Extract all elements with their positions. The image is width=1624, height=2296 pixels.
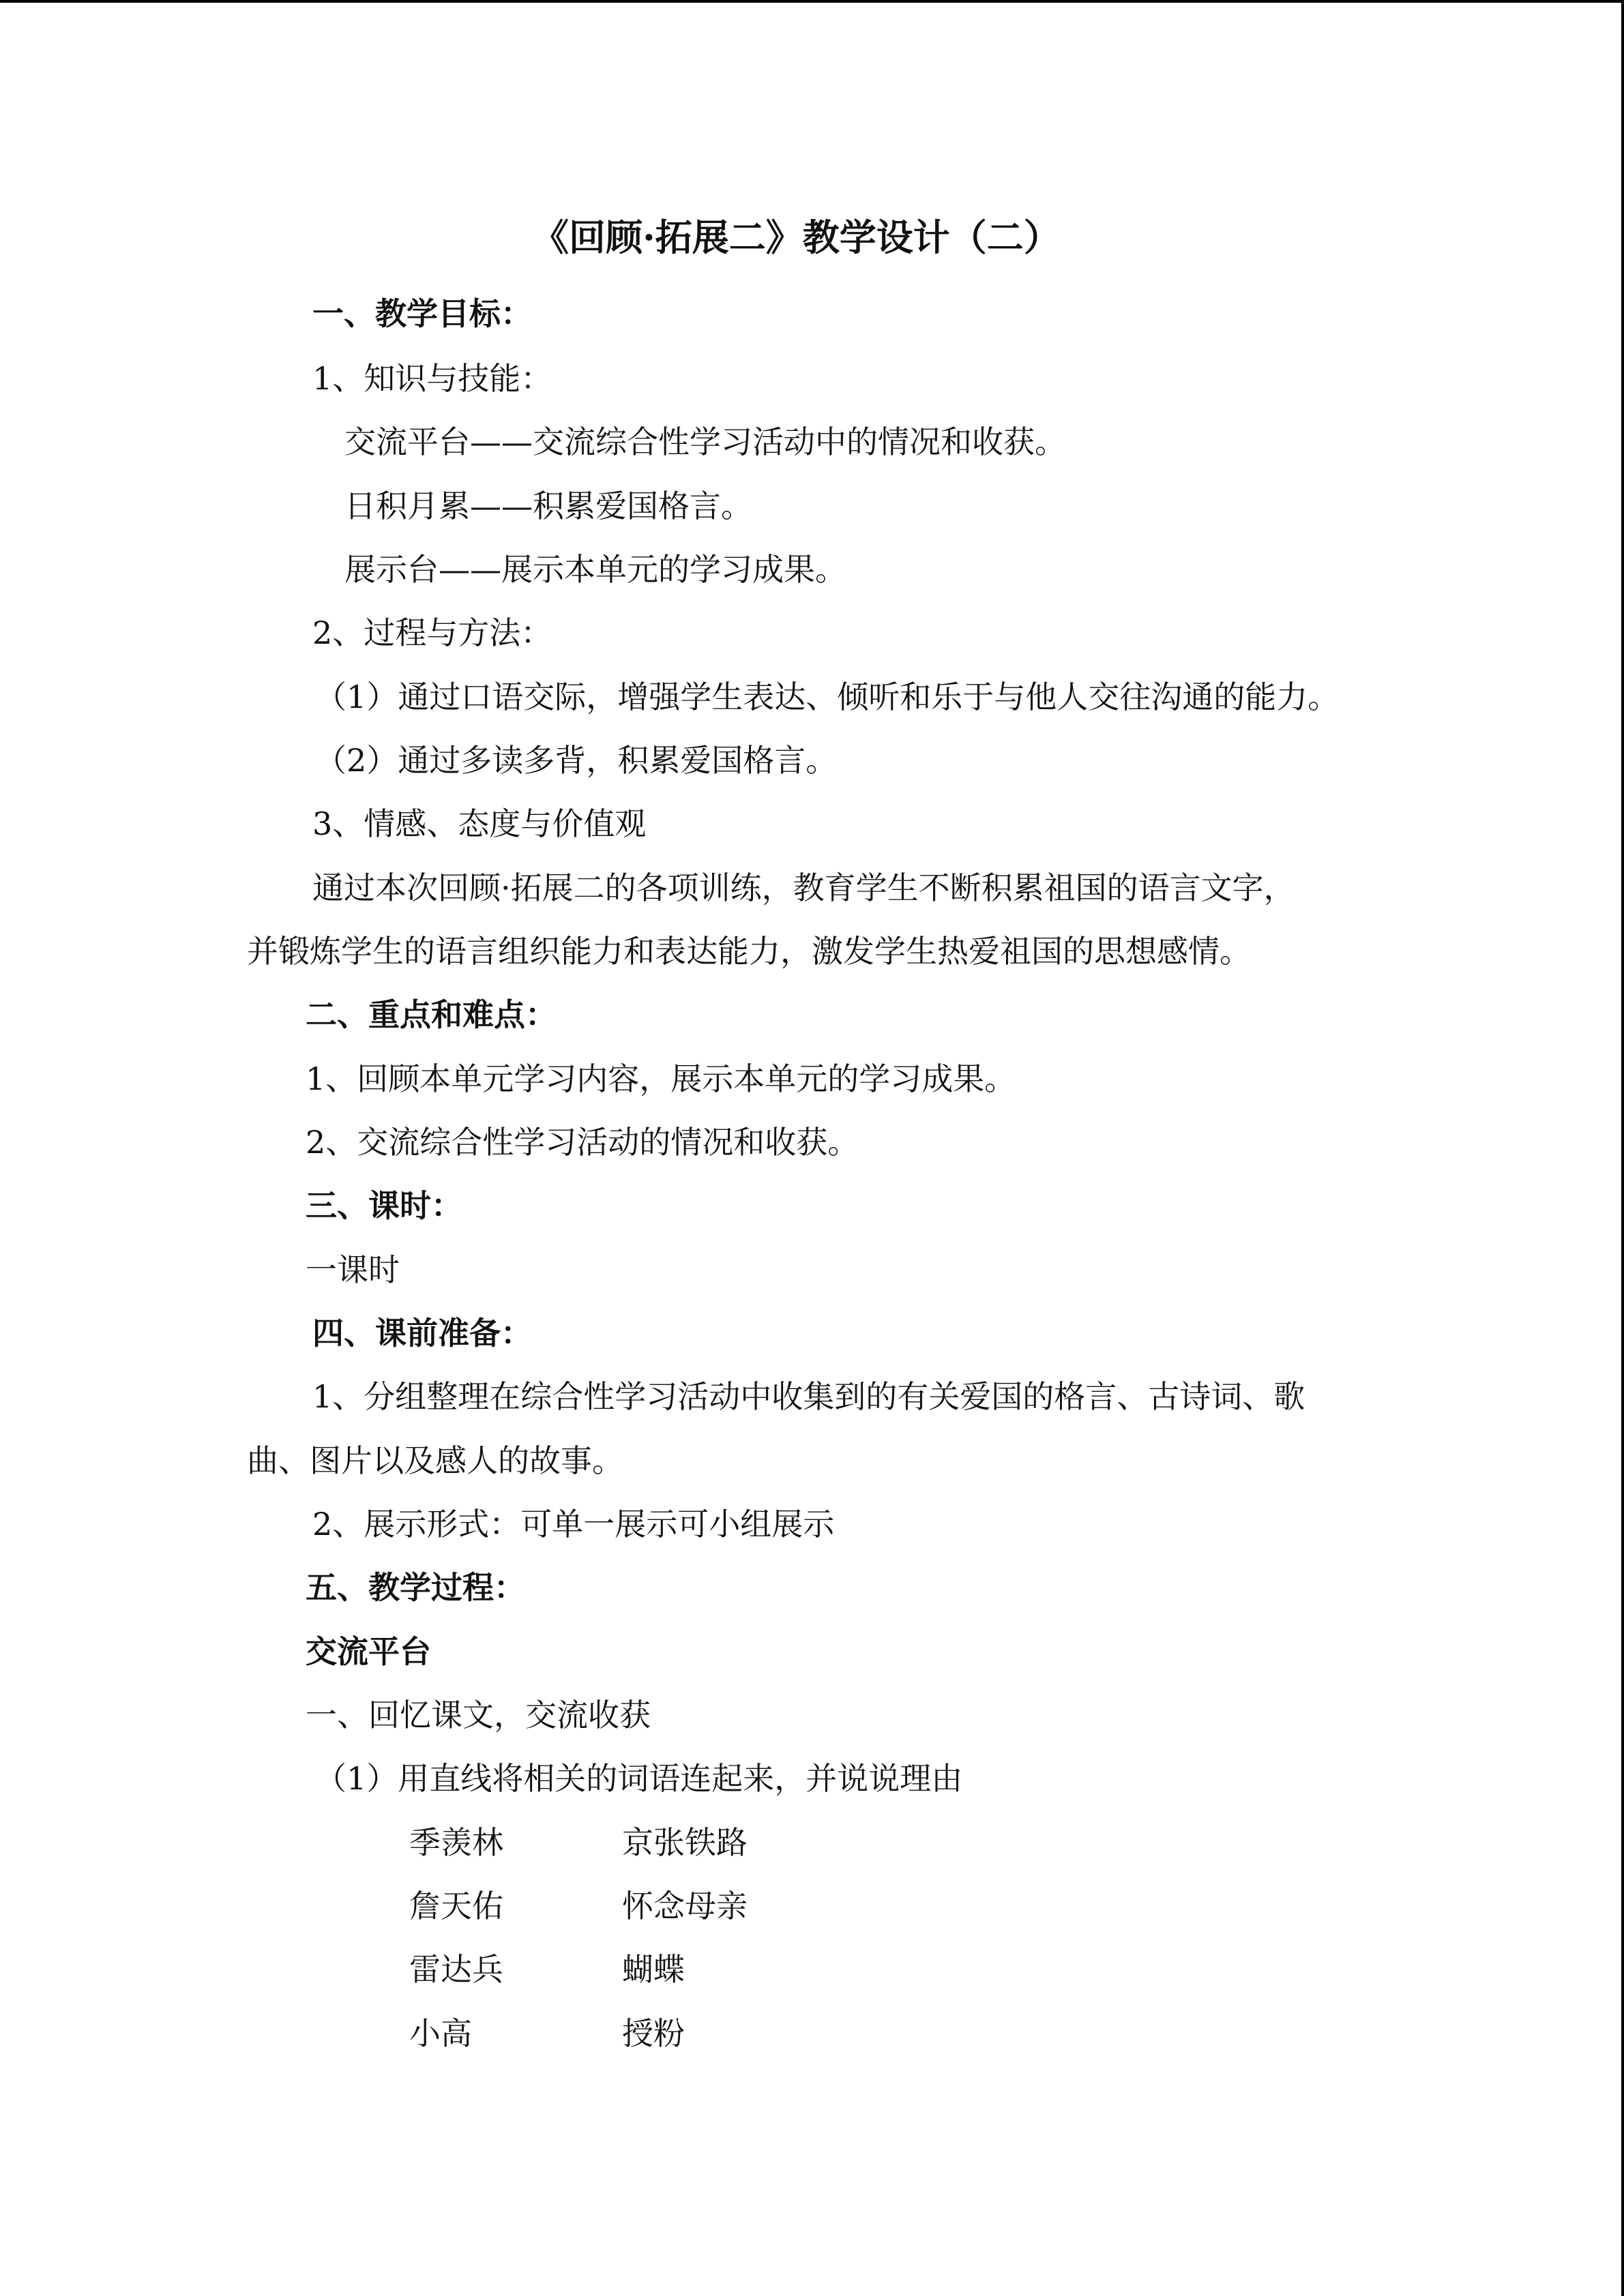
key-point-item: 1、回顾本单元学习内容，展示本单元的学习成果。 <box>306 1060 1016 1097</box>
objective-knowledge-skills: 1、知识与技能： <box>312 360 552 397</box>
section-heading-preparation: 四、课前准备： <box>312 1315 532 1352</box>
page-right-border <box>1621 0 1624 2296</box>
preparation-item: 2、展示形式：可单一展示可小组展示 <box>312 1506 835 1542</box>
section-heading-class-hours: 三、课时： <box>306 1187 462 1224</box>
process-step: 一、回忆课文，交流收获 <box>306 1697 651 1733</box>
match-left-item: 詹天佑 <box>409 1888 503 1924</box>
match-right-item: 京张铁路 <box>622 1824 748 1861</box>
process-question: （1）用直线将相关的词语连起来，并说说理由 <box>315 1760 963 1797</box>
match-right-item: 授粉 <box>622 2015 685 2052</box>
match-right-item: 怀念母亲 <box>622 1888 748 1924</box>
objective-emotion-values: 3、情感、态度与价值观 <box>312 805 647 842</box>
class-hours-value: 一课时 <box>306 1251 400 1288</box>
section-heading-teaching-process: 五、教学过程： <box>306 1569 525 1606</box>
paragraph-line: 并锻炼学生的语言组织能力和表达能力，激发学生热爱祖国的思想感情。 <box>247 933 1251 970</box>
objective-item: 日积月累——积累爱国格言。 <box>344 488 752 524</box>
key-point-item: 2、交流综合性学习活动的情况和收获。 <box>306 1124 859 1161</box>
objective-item: （1）通过口语交际，增强学生表达、倾听和乐于与他人交往沟通的能力。 <box>315 679 1340 715</box>
document-title: 《回顾·拓展二》教学设计（二） <box>532 215 1061 259</box>
objective-process-method: 2、过程与方法： <box>312 614 552 651</box>
preparation-item: 1、分组整理在综合性学习活动中收集到的有关爱国的格言、古诗词、歌 <box>312 1378 1305 1415</box>
match-left-item: 小高 <box>409 2015 472 2052</box>
objective-item: 展示台——展示本单元的学习成果。 <box>344 551 846 588</box>
objective-item: （2）通过多读多背，积累爱国格言。 <box>315 742 838 779</box>
section-heading-key-points: 二、重点和难点： <box>306 996 557 1033</box>
match-left-item: 季羡林 <box>409 1824 503 1861</box>
objective-item: 交流平台——交流综合性学习活动中的情况和收获。 <box>344 423 1066 460</box>
subheading-exchange-platform: 交流平台 <box>306 1633 431 1670</box>
match-right-item: 蝴蝶 <box>622 1951 685 1988</box>
section-heading-objectives: 一、教学目标： <box>312 295 532 332</box>
preparation-item-continued: 曲、图片以及感人的故事。 <box>247 1442 623 1479</box>
match-left-item: 雷达兵 <box>409 1951 503 1988</box>
page-top-border <box>0 0 1624 3</box>
paragraph-line: 通过本次回顾·拓展二的各项训练，教育学生不断积累祖国的语言文字， <box>312 869 1295 906</box>
